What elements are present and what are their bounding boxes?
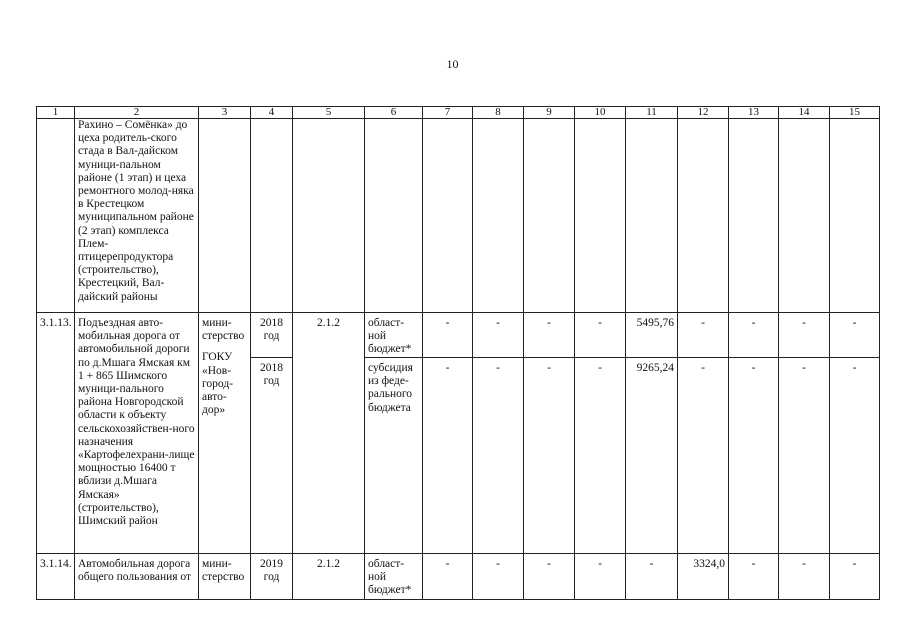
header-cell: 13 (729, 107, 779, 119)
executor-cell (199, 313, 251, 554)
value-cell: - (830, 313, 880, 358)
header-cell: 5 (293, 107, 365, 119)
value-cell: - (729, 554, 779, 600)
value-cell: - (575, 358, 626, 554)
program-table (36, 106, 880, 600)
value-cell: - (678, 313, 729, 358)
value-cell: - (423, 554, 473, 600)
header-row (37, 107, 880, 119)
source-cell: област-ной бюджет* (365, 554, 423, 600)
header-cell: 6 (365, 107, 423, 119)
code-cell: 2.1.2 (293, 313, 365, 554)
value-cell: 9265,24 (626, 358, 678, 554)
executor-ministry: мини-стерство (199, 554, 251, 600)
value-cell: - (729, 313, 779, 358)
value-cell: - (524, 358, 575, 554)
executor-goku: ГОКУ «Нов-город-авто-дор» (202, 351, 234, 417)
page-number: 10 (446, 57, 459, 71)
value-cell: - (779, 313, 830, 358)
object-name-cell: Автомобильная дорога общего пользования от (75, 554, 199, 600)
object-name-cell: Рахино – Сомёнка» до цеха родитель-ского стада в Вал-дайском муници-пальном районе (1 этап) и цеха ремонтного молод-няка в Крестецком муниципальном районе (2 этап) комплекса Плем-птицерепродуктора (строительство), Крестецкий, Вал-дайский районы (75, 119, 199, 313)
header-cell: 7 (423, 107, 473, 119)
value-cell: - (678, 358, 729, 554)
value-cell: - (423, 358, 473, 554)
header-cell: 10 (575, 107, 626, 119)
year-cell: 2019 год (251, 554, 293, 600)
object-name-cell: Подъездная авто-мобильная дорога от автомобильной дороги по д.Мшага Ямская км 1 + 865 Шимского муници-пального района Новгородской области к объекту сельскохозяйствен-ного назначения «Картофелехрани-лище мощностью 16400 т вблизи д.Мшага Ямская» (строительство), Шимский район (75, 313, 199, 554)
source-cell: субсидия из феде-рального бюджета (365, 358, 423, 554)
value-cell: - (729, 358, 779, 554)
value-cell: - (524, 554, 575, 600)
value-cell: 5495,76 (626, 313, 678, 358)
value-cell: - (473, 554, 524, 600)
code-cell: 2.1.2 (293, 554, 365, 600)
value-cell: - (779, 554, 830, 600)
value-cell: - (830, 358, 880, 554)
header-cell: 14 (779, 107, 830, 119)
table-row-3-1-14 (37, 554, 880, 600)
header-cell: 12 (678, 107, 729, 119)
header-cell: 3 (199, 107, 251, 119)
year-cell: 2018 год (251, 358, 293, 554)
value-cell: - (423, 313, 473, 358)
executor-ministry: мини-стерство (202, 317, 245, 343)
header-cell: 2 (75, 107, 199, 119)
header-cell: 9 (524, 107, 575, 119)
value-cell: - (626, 554, 678, 600)
value-cell: - (473, 358, 524, 554)
source-cell: област-ной бюджет* (365, 313, 423, 358)
header-cell: 4 (251, 107, 293, 119)
year-cell: 2018 год (251, 313, 293, 358)
value-cell: - (524, 313, 575, 358)
value-cell: - (575, 554, 626, 600)
value-cell: - (473, 313, 524, 358)
header-cell: 15 (830, 107, 880, 119)
value-cell: 3324,0 (678, 554, 729, 600)
header-cell: 8 (473, 107, 524, 119)
value-cell: - (779, 358, 830, 554)
row-id: 3.1.13. (37, 313, 75, 554)
table-row-3-1-13-a (37, 313, 880, 358)
header-cell: 1 (37, 107, 75, 119)
value-cell: - (830, 554, 880, 600)
header-cell: 11 (626, 107, 678, 119)
table-row-continuation (37, 119, 880, 313)
value-cell: - (575, 313, 626, 358)
row-id: 3.1.14. (37, 554, 75, 600)
